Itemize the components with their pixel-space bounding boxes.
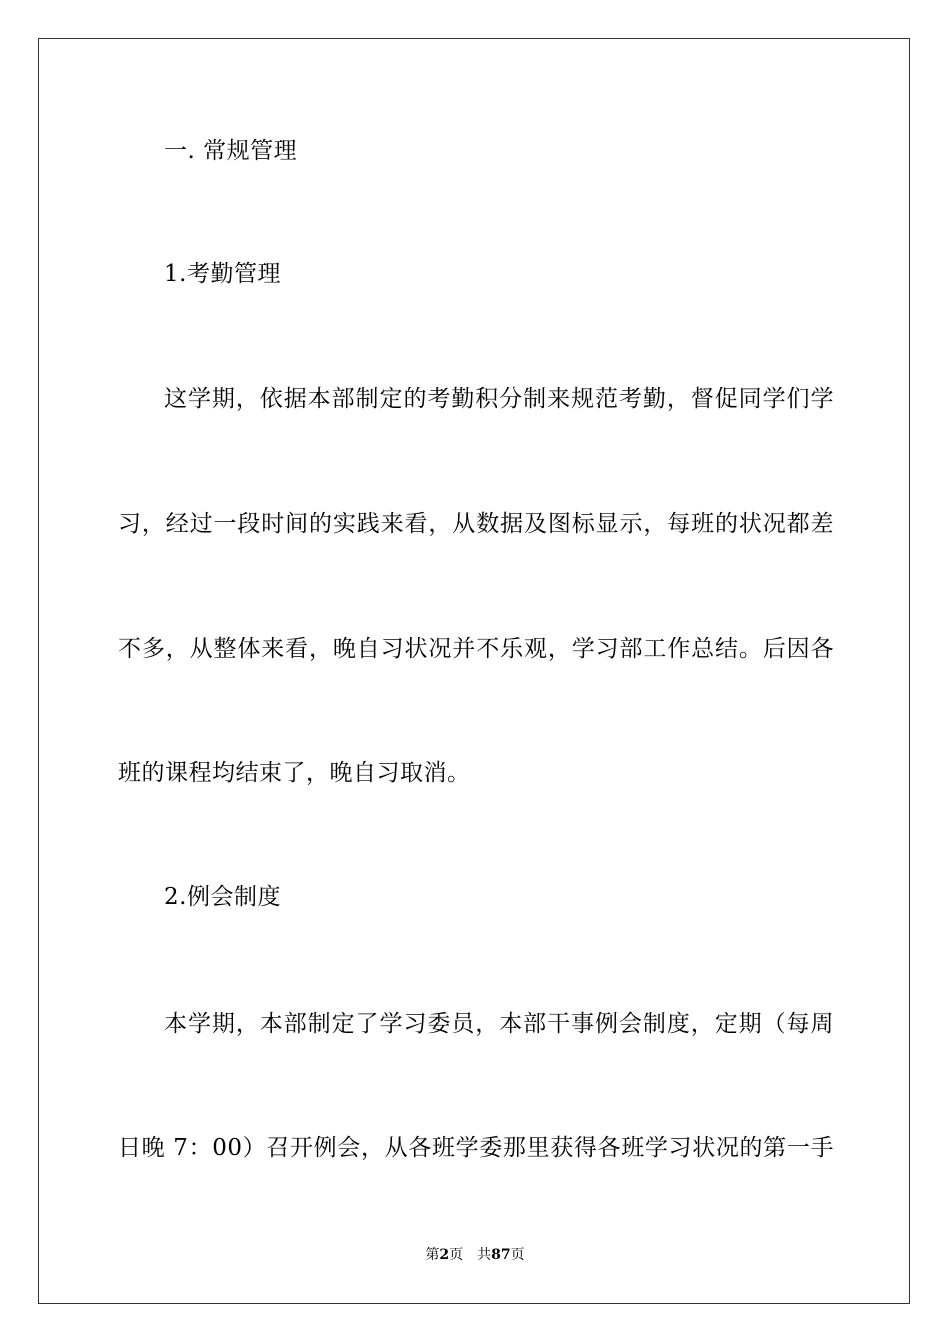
paragraph-line: 班的课程均结束了，晚自习取消。 bbox=[118, 760, 471, 786]
section-heading: 一. 常规管理 bbox=[164, 138, 298, 164]
page-number: 2 bbox=[439, 1247, 450, 1263]
page-label-suffix: 页 bbox=[449, 1247, 464, 1263]
paragraph-line: 这学期，依据本部制定的考勤积分制来规范考勤，督促同学们学 bbox=[164, 386, 834, 412]
paragraph-line: 习，经过一段时间的实践来看，从数据及图标显示，每班的状况都差 bbox=[118, 511, 834, 537]
total-label-prefix: 共 bbox=[477, 1247, 492, 1263]
sub-heading-attendance: 1.考勤管理 bbox=[164, 261, 281, 287]
page-footer bbox=[0, 1246, 950, 1264]
page-label-prefix: 第 bbox=[425, 1247, 440, 1263]
page-border bbox=[38, 38, 910, 1304]
paragraph-line: 本学期，本部制定了学习委员，本部干事例会制度，定期（每周 bbox=[164, 1011, 834, 1037]
total-pages: 87 bbox=[491, 1247, 511, 1263]
paragraph-line: 不多，从整体来看，晚自习状况并不乐观，学习部工作总结。后因各 bbox=[118, 636, 834, 662]
total-label-suffix: 页 bbox=[510, 1247, 525, 1263]
sub-heading-meeting: 2.例会制度 bbox=[164, 884, 281, 910]
paragraph-line: 日晚 7：00）召开例会，从各班学委那里获得各班学习状况的第一手 bbox=[118, 1135, 834, 1161]
